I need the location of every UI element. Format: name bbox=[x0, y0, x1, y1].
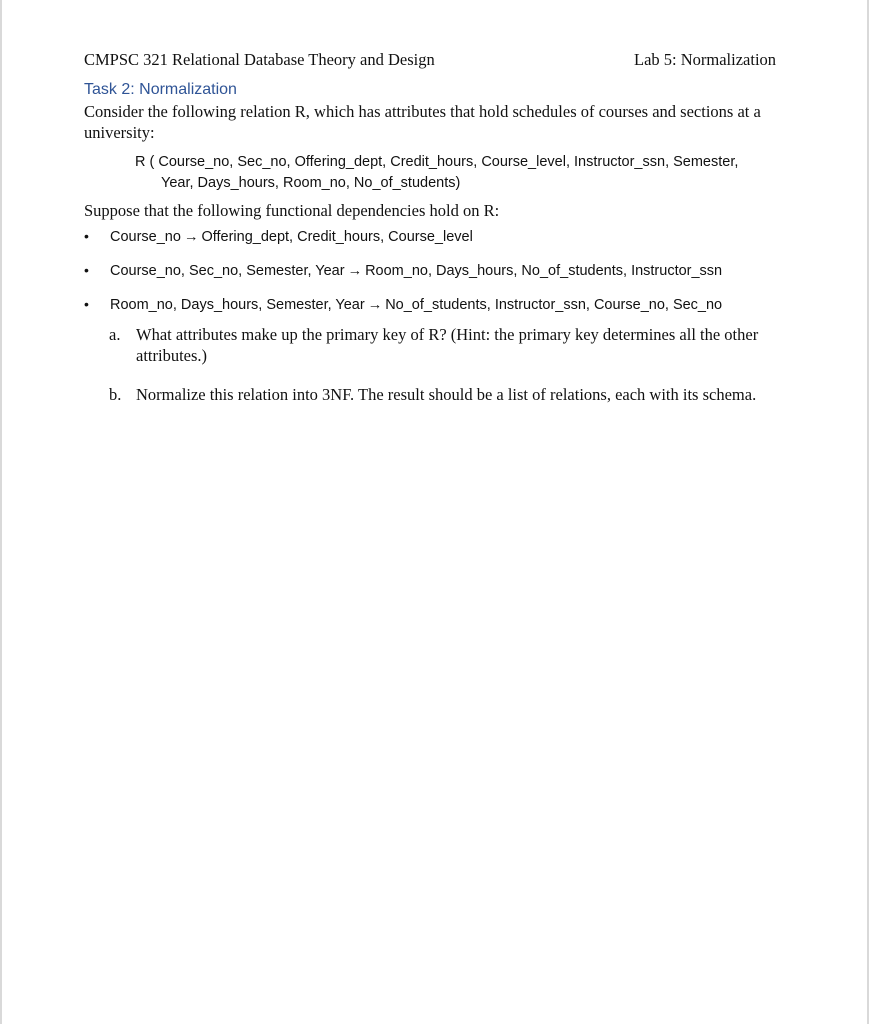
question-text: Normalize this relation into 3NF. The result should be a list of relations, each with its schema. bbox=[136, 385, 757, 404]
lab-title-header: Lab 5: Normalization bbox=[634, 50, 777, 69]
relation-schema-line-2: Year, Days_hours, Room_no, No_of_students) bbox=[161, 175, 461, 191]
relation-schema bbox=[135, 152, 738, 194]
dependency-rhs: No_of_students, Instructor_ssn, Course_no, Sec_no bbox=[385, 297, 723, 313]
bullet-icon: • bbox=[84, 296, 89, 312]
dependency-lhs: Course_no, Sec_no, Semester, Year bbox=[110, 263, 345, 279]
dependency-rhs: Offering_dept, Credit_hours, Course_level bbox=[201, 229, 473, 245]
intro-paragraph: Consider the following relation R, which has attributes that hold schedules of courses and sections at a university: bbox=[84, 102, 761, 142]
question-label: a. bbox=[109, 325, 121, 344]
question-a bbox=[109, 324, 789, 366]
arrow-icon: → bbox=[183, 229, 199, 245]
arrow-icon: → bbox=[367, 297, 383, 313]
bullet-icon: • bbox=[84, 228, 89, 244]
relation-schema-line-1: R ( Course_no, Sec_no, Offering_dept, Credit_hours, Course_level, Instructor_ssn, Semester, bbox=[135, 154, 739, 170]
functional-dependency-item bbox=[84, 228, 473, 245]
question-label: b. bbox=[109, 385, 122, 404]
course-title-header: CMPSC 321 Relational Database Theory and Design bbox=[84, 50, 435, 69]
dependency-lhs: Course_no bbox=[110, 229, 181, 245]
functional-dependency-item bbox=[84, 262, 722, 279]
arrow-icon: → bbox=[347, 263, 363, 279]
question-text: What attributes make up the primary key of R? (Hint: the primary key determines all the other attributes.) bbox=[136, 325, 759, 365]
question-b bbox=[109, 384, 789, 405]
bullet-icon: • bbox=[84, 262, 89, 278]
dependency-rhs: Room_no, Days_hours, No_of_students, Instructor_ssn bbox=[365, 263, 723, 279]
dependency-lhs: Room_no, Days_hours, Semester, Year bbox=[110, 297, 365, 313]
functional-dependency-item bbox=[84, 296, 722, 313]
dependencies-intro: Suppose that the following functional dependencies hold on R: bbox=[84, 201, 500, 220]
task-heading: Task 2: Normalization bbox=[84, 81, 237, 98]
